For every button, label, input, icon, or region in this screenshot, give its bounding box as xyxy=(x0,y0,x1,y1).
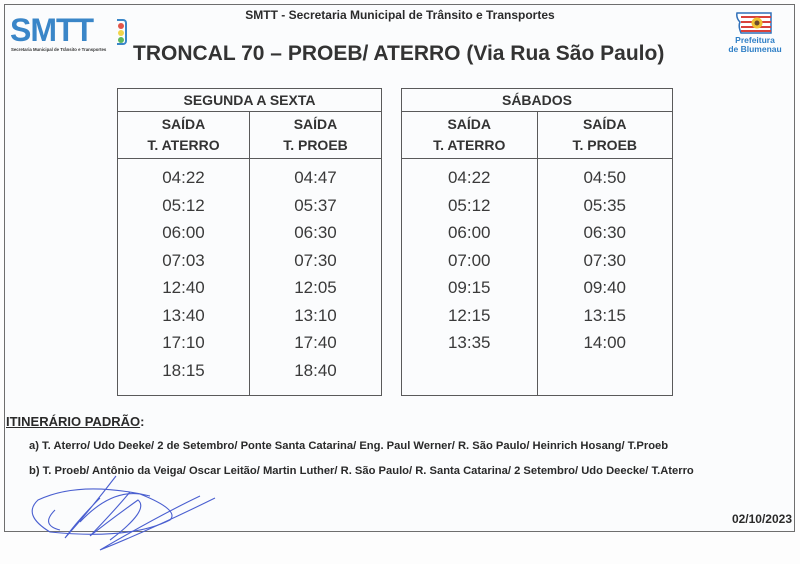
departure-time: 07:30 xyxy=(294,250,337,270)
smtt-logo xyxy=(10,12,126,56)
blumenau-flag-icon xyxy=(735,12,773,34)
column-header-line1: SAÍDA xyxy=(447,116,492,132)
departure-time: 04:50 xyxy=(583,168,627,187)
page-title: TRONCAL 70 – PROEB/ ATERRO (Via Rua São Paulo) xyxy=(133,42,665,65)
departure-time: 04:47 xyxy=(294,168,337,187)
column-header-line2: T. PROEB xyxy=(283,137,348,153)
column-header-line2: T. ATERRO xyxy=(147,137,220,153)
departure-time: 07:30 xyxy=(583,250,627,270)
departure-time: 07:03 xyxy=(162,250,205,270)
red-light-icon xyxy=(118,23,124,29)
departure-time: 05:12 xyxy=(162,195,205,215)
departure-time: 06:30 xyxy=(583,223,627,242)
times-column-proeb xyxy=(537,159,673,396)
departure-time: 17:40 xyxy=(294,333,337,352)
prefeitura-logo-text xyxy=(725,36,785,54)
document-date: 02/10/2023 xyxy=(731,512,792,526)
yellow-light-icon xyxy=(118,30,124,36)
column-header-aterro xyxy=(402,112,538,159)
prefeitura-logo-line1: Prefeitura xyxy=(735,35,775,45)
column-header-aterro xyxy=(118,112,250,159)
itinerary-route-a: a) T. Aterro/ Udo Deeke/ 2 de Setembro/ Ponte Santa Catarina/ Eng. Paul Werner/ R. São Paulo/ Heinrich Hosang/ T.Proeb xyxy=(29,440,669,452)
column-header-line2: T. ATERRO xyxy=(433,137,506,153)
departure-time: 14:00 xyxy=(583,333,627,352)
traffic-light-icon xyxy=(117,19,127,45)
signature-icon xyxy=(20,470,220,560)
itinerary-heading xyxy=(6,414,144,429)
itinerary-heading-text: ITINERÁRIO PADRÃO xyxy=(6,414,141,429)
schedule-table-weekdays xyxy=(117,88,382,396)
departure-time: 06:30 xyxy=(294,223,337,242)
departure-time: 04:22 xyxy=(162,168,205,187)
departure-time: 05:12 xyxy=(447,195,491,215)
departure-time: 13:40 xyxy=(162,305,205,325)
departure-time: 13:15 xyxy=(583,305,627,325)
departure-time: 09:40 xyxy=(583,278,627,297)
departure-time: 13:35 xyxy=(447,333,491,352)
departure-time: 18:40 xyxy=(294,360,337,380)
departure-time: 06:00 xyxy=(447,223,491,242)
schedule-day-header: SEGUNDA A SEXTA xyxy=(118,89,382,112)
times-column-proeb xyxy=(250,159,382,396)
smtt-logo-text: SMTT xyxy=(10,12,94,48)
departure-time: 18:15 xyxy=(162,360,205,380)
column-header-proeb xyxy=(250,112,382,159)
prefeitura-logo-line2: de Blumenau xyxy=(728,44,782,54)
schedule-table-saturdays xyxy=(401,88,673,396)
departure-time: 06:00 xyxy=(162,223,205,242)
column-header-line1: SAÍDA xyxy=(161,116,206,132)
column-header-line2: T. PROEB xyxy=(572,137,638,153)
departure-time: 07:00 xyxy=(447,250,491,270)
times-column-aterro xyxy=(402,159,538,396)
departure-time: 17:10 xyxy=(162,333,205,352)
departure-time: 04:22 xyxy=(447,168,491,187)
column-header-line1: SAÍDA xyxy=(582,116,627,132)
green-light-icon xyxy=(118,37,124,43)
column-header-line1: SAÍDA xyxy=(293,116,338,132)
itinerary-route-b: b) T. Proeb/ Antônio da Veiga/ Oscar Leitão/ Martin Luther/ R. São Paulo/ R. Santa Catarina/ 2 Setembro/ Udo Deecke/ T.Aterro xyxy=(29,465,694,477)
departure-time: 12:40 xyxy=(162,278,205,297)
prefeitura-logo xyxy=(725,12,785,58)
organization-name: SMTT - Secretaria Municipal de Trânsito e Transportes xyxy=(245,8,555,22)
schedule-day-header: SÁBADOS xyxy=(402,89,673,112)
departure-time: 09:15 xyxy=(447,278,491,297)
departure-time: 12:05 xyxy=(294,278,337,297)
itinerary-heading-colon: : xyxy=(140,414,145,429)
departure-time: 12:15 xyxy=(447,305,491,325)
departure-time: 05:35 xyxy=(583,195,627,215)
smtt-logo-subtitle: Secretaria Municipal de Trânsito e Transportes xyxy=(11,47,107,52)
departure-time: 05:37 xyxy=(294,195,337,215)
departure-time: 13:10 xyxy=(294,305,337,325)
column-header-proeb xyxy=(537,112,673,159)
times-column-aterro xyxy=(118,159,250,396)
